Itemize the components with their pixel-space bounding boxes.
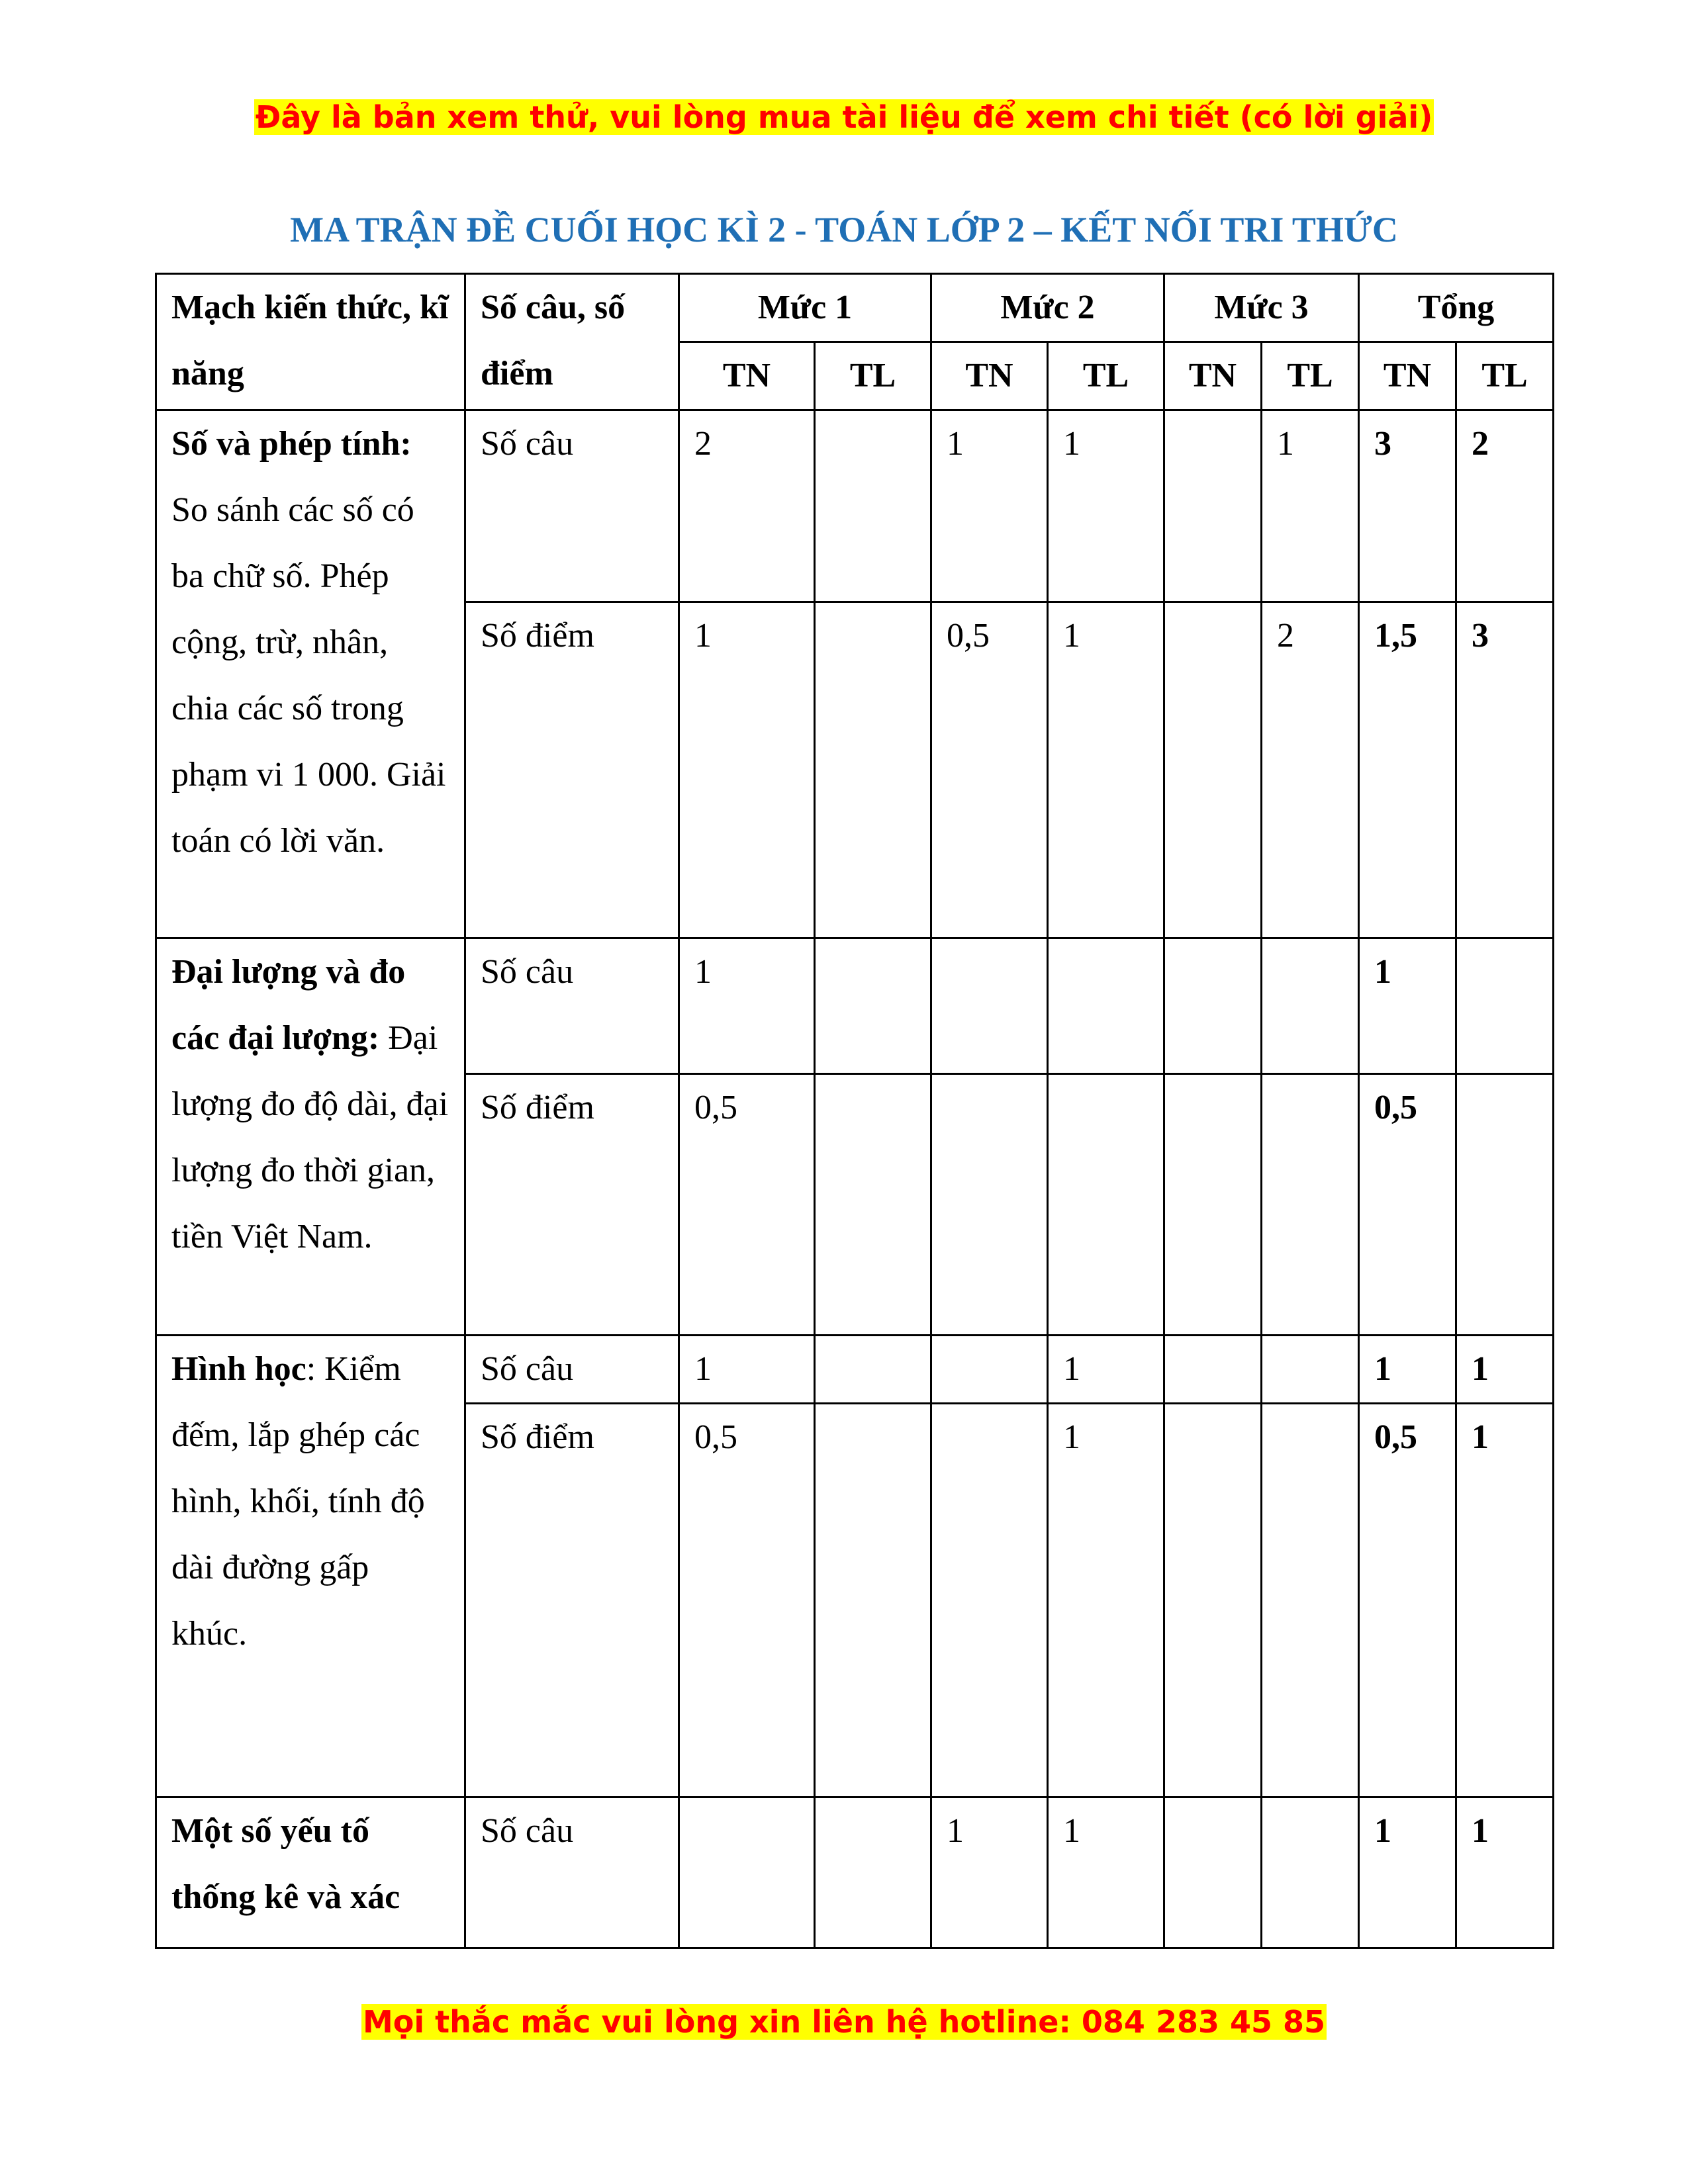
value-cell (815, 602, 931, 938)
value-cell: 1 (679, 938, 815, 1074)
header-tn: TN (679, 342, 815, 410)
total-cell: 0,5 (1359, 1074, 1456, 1336)
value-cell: 0,5 (679, 1404, 815, 1797)
exam-matrix-table (155, 273, 1554, 1949)
value-cell (1164, 602, 1262, 938)
hotline-text: Mọi thắc mắc vui lòng xin liên hệ hotline: 084 283 45 85 (362, 2004, 1326, 2040)
value-cell (931, 1336, 1048, 1404)
value-cell: 1 (1048, 1404, 1164, 1797)
topic-cell (156, 1336, 465, 1797)
topic-cell (156, 1797, 465, 1948)
topic-heading: Đại lượng và đo các đại lượng: (171, 953, 406, 1057)
value-cell (931, 938, 1048, 1074)
header-level-2: Mức 2 (931, 274, 1164, 342)
value-cell (815, 1404, 931, 1797)
header-level-1: Mức 1 (679, 274, 931, 342)
topic-description: Đại lượng đo độ dài, đại lượng đo thời gian, tiền Việt Nam. (171, 1019, 449, 1255)
value-cell (1164, 938, 1262, 1074)
value-cell (1262, 1336, 1359, 1404)
value-cell: 1 (1048, 410, 1164, 602)
value-cell (1164, 1336, 1262, 1404)
metric-label: Số câu (465, 1336, 679, 1404)
total-cell: 3 (1456, 602, 1554, 938)
header-total: Tổng (1359, 274, 1554, 342)
value-cell: 1 (1048, 602, 1164, 938)
header-tl: TL (1456, 342, 1554, 410)
value-cell (815, 1074, 931, 1336)
value-cell (815, 938, 931, 1074)
header-topic: Mạch kiến thức, kĩ năng (156, 274, 465, 410)
metric-label: Số câu (465, 938, 679, 1074)
table-row (156, 1797, 1554, 1948)
value-cell (931, 1404, 1048, 1797)
value-cell: 2 (1262, 602, 1359, 938)
header-metric: Số câu, số điểm (465, 274, 679, 410)
total-cell: 1 (1359, 938, 1456, 1074)
header-tl: TL (815, 342, 931, 410)
header-tn: TN (1164, 342, 1262, 410)
value-cell (1164, 410, 1262, 602)
header-level-3: Mức 3 (1164, 274, 1359, 342)
header-tl: TL (1262, 342, 1359, 410)
total-cell: 1,5 (1359, 602, 1456, 938)
total-cell: 1 (1456, 1404, 1554, 1797)
topic-cell (156, 938, 465, 1336)
page-title: MA TRẬN ĐỀ CUỐI HỌC KÌ 2 - TOÁN LỚP 2 – KẾT NỐI TRI THỨC (290, 210, 1398, 250)
metric-label: Số điểm (465, 1404, 679, 1797)
topic-description: : Kiểm đếm, lắp ghép các hình, khối, tính độ dài đường gấp khúc. (171, 1350, 425, 1653)
value-cell (1262, 1074, 1359, 1336)
value-cell: 1 (1048, 1336, 1164, 1404)
value-cell: 0,5 (931, 602, 1048, 938)
table-row (156, 938, 1554, 1074)
value-cell (1164, 1797, 1262, 1948)
value-cell (679, 1797, 815, 1948)
topic-heading: Hình học (171, 1350, 306, 1388)
metric-label: Số điểm (465, 602, 679, 938)
metric-label: Số câu (465, 410, 679, 602)
header-tn: TN (931, 342, 1048, 410)
value-cell: 1 (1262, 410, 1359, 602)
value-cell: 1 (931, 410, 1048, 602)
hotline-banner (0, 2001, 1688, 2042)
value-cell: 1 (679, 1336, 815, 1404)
total-cell: 1 (1456, 1797, 1554, 1948)
topic-heading: Số và phép tính: (171, 425, 412, 463)
value-cell: 2 (679, 410, 815, 602)
value-cell (815, 1336, 931, 1404)
value-cell (1262, 1797, 1359, 1948)
value-cell (815, 1797, 931, 1948)
preview-notice-text: Đây là bản xem thử, vui lòng mua tài liệu để xem chi tiết (có lời giải) (255, 99, 1433, 135)
total-cell: 0,5 (1359, 1404, 1456, 1797)
value-cell (1262, 1404, 1359, 1797)
total-cell: 2 (1456, 410, 1554, 602)
value-cell: 1 (931, 1797, 1048, 1948)
value-cell: 0,5 (679, 1074, 815, 1336)
total-cell: 1 (1359, 1336, 1456, 1404)
value-cell (1164, 1074, 1262, 1336)
metric-label: Số điểm (465, 1074, 679, 1336)
value-cell (1164, 1404, 1262, 1797)
value-cell: 1 (1048, 1797, 1164, 1948)
value-cell (815, 410, 931, 602)
metric-label: Số câu (465, 1797, 679, 1948)
table-row (156, 1336, 1554, 1404)
total-cell: 1 (1359, 1797, 1456, 1948)
topic-cell (156, 410, 465, 938)
value-cell (931, 1074, 1048, 1336)
total-cell: 1 (1456, 1336, 1554, 1404)
header-tn: TN (1359, 342, 1456, 410)
value-cell (1048, 1074, 1164, 1336)
value-cell (1048, 938, 1164, 1074)
topic-description: So sánh các số có ba chữ số. Phép cộng, trừ, nhân, chia các số trong phạm vi 1 000. Giải toán có lời văn. (171, 491, 446, 860)
topic-heading: Một số yếu tố thống kê và xác (171, 1812, 400, 1916)
value-cell (1262, 938, 1359, 1074)
preview-notice-banner (0, 97, 1688, 138)
table-row (156, 410, 1554, 602)
header-tl: TL (1048, 342, 1164, 410)
value-cell: 1 (679, 602, 815, 938)
total-cell: 3 (1359, 410, 1456, 602)
total-cell (1456, 1074, 1554, 1336)
total-cell (1456, 938, 1554, 1074)
